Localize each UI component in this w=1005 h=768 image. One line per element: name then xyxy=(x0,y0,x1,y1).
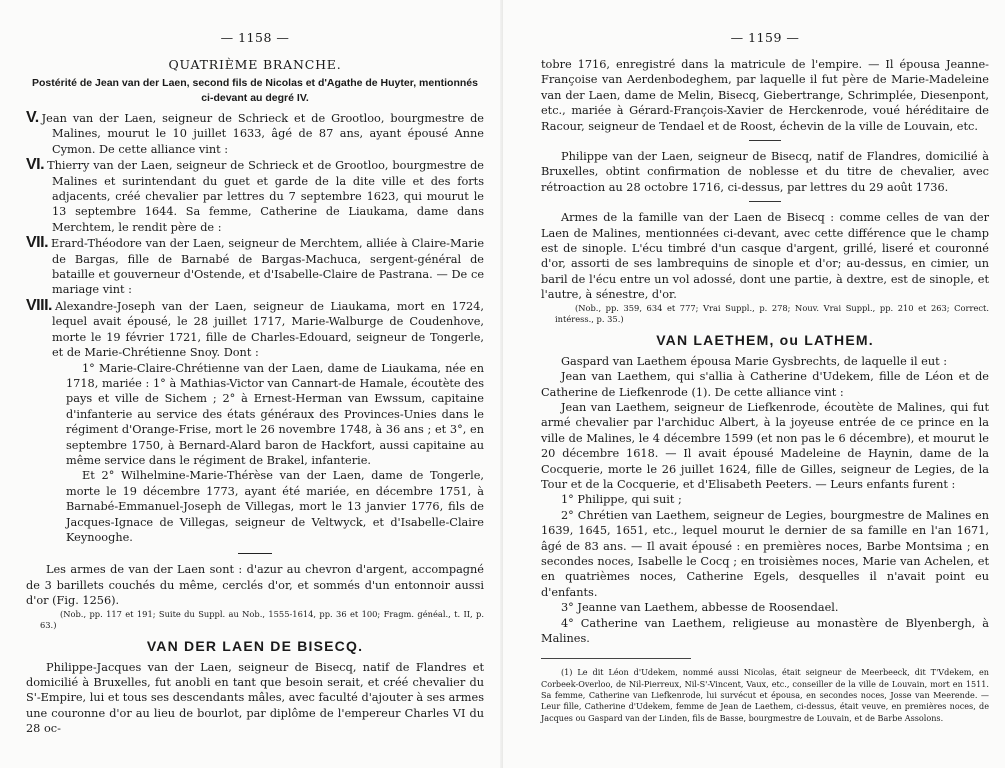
child-entry: 4° Catherine van Laethem, religieuse au monastère de Blyenbergh, à Malines. xyxy=(541,616,989,645)
child-entry: 1° Philippe, qui suit ; xyxy=(561,493,682,507)
genealogy-paragraph: Jean van Laethem, qui s'allia à Catherine d'Udekem, fille de Léon et de Catherine de Liefkenrode (1). De cette alliance vint : xyxy=(541,370,989,399)
degree-entry xyxy=(26,235,484,298)
page-number: — 1158 — xyxy=(220,30,290,45)
degree-numeral: VII. xyxy=(26,234,49,252)
child-entry: 3° Jeanne van Laethem, abbesse de Roosendael. xyxy=(561,601,839,615)
divider xyxy=(238,553,272,554)
degree-numeral: V. xyxy=(26,109,39,126)
left-page xyxy=(0,0,502,768)
degree-text: Erard-Théodore van der Laen, seigneur de Merchtem, alliée à Claire-Marie de Bargas, fille de Barnabé de Bargas-Machuca, sergent-général de bataille et gouverneur d'Ostende, et d'Isabelle-Claire de Pastrana. — De ce mariage vint : xyxy=(51,237,484,297)
arms-references: (Nob., pp. 117 et 191; Suite du Suppl. au Nob., 1555-1614, pp. 36 et 100; Fragm. généal., t. II, p. 63.) xyxy=(40,608,484,631)
child-entry: Et 2° Wilhelmine-Marie-Thérèse van der Laen, dame de Tongerle, morte le 19 décembre 1773, ayant été mariée, en décembre 1751, à Barnabé-Emmanuel-Joseph de Villegas, mort le 13 janvier 1776, fils de Jacques-Ignace de Villegas, seigneur de Veltwyck, et d'Isabelle-Claire Keynooghe. xyxy=(66,469,484,544)
divider xyxy=(749,201,781,202)
footnote-rule xyxy=(541,658,691,659)
page-number: — 1159 — xyxy=(730,30,800,45)
genealogy-paragraph: Jean van Laethem, seigneur de Liefkenrode, écoutète de Malines, qui fut armé chevalier par l'archiduc Albert, à la joyeuse entrée de ce prince en la ville de Malines, le 4 décembre 1599 (et non pas le 6 décembre), et mourut le 20 décembre 1618. — Il avait épousé Madeleine de Haynin, dame de la Cocquerie, morte le 26 juillet 1624, fille de Gilles, seigneur de Legies, de la Tour et de la Cocquerie, et d'Elisabeth Peeters. — Leurs enfants furent : xyxy=(541,400,989,491)
family-heading: VAN DER LAEN DE BISECQ. xyxy=(146,637,364,654)
child-entry: 2° Chrétien van Laethem, seigneur de Legies, bourgmestre de Malines en 1639, 1645, 1651, etc., lequel mourut le dernier de sa famille en l'an 1671, âgé de 83 ans. — Il avait épousé : en premières noces, Barbe Montsima ; en secondes noces, Isabelle le Cocq ; en troisièmes noces, Marie van Achelen, et en quatrièmes noces, Catherine Egels, desquelles il n'avait point eu d'enfants. xyxy=(541,508,989,599)
degree-text: Thierry van der Laen, seigneur de Schrieck et de Grootloo, bourgmestre de Malines et surintendant du guet et garde de la dite ville et des forts adjacents, créé chevalier par lettres du 7 septembre 1623, qui mourut le 13 septembre 1644. Sa femme, Catherine de Liaukama, dame dans Merchtem, le rendit père de : xyxy=(47,159,484,234)
degree-text: Alexandre-Joseph van der Laen, seigneur de Liaukama, mort en 1724, lequel avait épousé, le 28 juillet 1717, Marie-Walburge de Coudenhove, morte le 19 février 1721, fille de Charles-Edouard, seigneur de Tongerle, et de Marie-Chrétienne Snoy. Dont : xyxy=(52,299,484,360)
arms-references: (Nob., pp. 359, 634 et 777; Vrai Suppl., p. 278; Nouv. Vrai Suppl., pp. 210 et 263; Correct. intéress., p. 35.) xyxy=(555,302,989,325)
section-subtitle: Postérité de Jean van der Laen, second fils de Nicolas et d'Agathe de Huyter, mentionnés ci-devant au degré IV. xyxy=(32,77,478,104)
right-page xyxy=(503,0,1005,768)
bisecq-paragraph: Philippe-Jacques van der Laen, seigneur de Bisecq, natif de Flandres et domicilié à Bruxelles, fut anobli en tant que besoin serait, et créé chevalier du S'-Empire, lui et tous ses descendants mâles, avec faculté d'ajouter à ses armes une couronne d'or au lieu de bourlot, par diplôme de l'empereur Charles VI du 28 oc- xyxy=(26,660,484,736)
degree-numeral: VIII. xyxy=(26,296,52,314)
philippe-paragraph: Philippe van der Laen, seigneur de Bisecq, natif de Flandres, domicilié à Bruxelles, obtint confirmation de noblesse et du titre de chevalier, avec rétroaction au 28 octobre 1716, ci-dessus, par lettres du 29 août 1736. xyxy=(541,150,989,194)
degree-entry xyxy=(26,298,484,361)
section-title: QUATRIÈME BRANCHE. xyxy=(168,57,342,72)
intro-paragraph: Gaspard van Laethem épousa Marie Gysbrechts, de laquelle il eut : xyxy=(561,354,948,368)
continuation-paragraph: tobre 1716, enregistré dans la matricule de l'empire. — Il épousa Jeanne-Françoise van Aerdenbodeghem, par laquelle il fut père de Marie-Madeleine van der Laen, dame de Melin, Bisecq, Giebertrange, Schrimplée, Diesenpont, etc., mariée à Gérard-François-Xavier de Herckenrode, voué héréditaire de Racour, seigneur de Tendael et de Roost, échevin de la ville de Louvain, etc. xyxy=(541,58,989,133)
degree-numeral: VI. xyxy=(26,156,45,174)
degree-entry xyxy=(26,157,484,235)
arms-description: Armes de la famille van der Laen de Bisecq : comme celles de van der Laen de Malines, mentionnées ci-devant, avec cette différence que le champ est de sinople. L'écu timbré d'un casque d'argent, grillé, liseré et couronné d'or, assorti de ses lambrequins de sinople et d'or; au-dessus, en cimier, un baril de l'écu entre un vol adossé, dont une partie, à dextre, est de sinople, et l'autre, à sénestre, d'or. xyxy=(541,211,989,302)
degree-text: Jean van der Laen, seigneur de Schrieck et de Grootloo, bourgmestre de Malines, mourut le 10 juillet 1633, âgé de 87 ans, ayant épousé Anne Cymon. De cette alliance vint : xyxy=(41,112,484,156)
arms-description: Les armes de van der Laen sont : d'azur au chevron d'argent, accompagné de 3 barillets couchés du même, cerclés d'or, et sommés d'un entonnoir aussi d'or (Fig. 1256). xyxy=(26,563,484,608)
family-heading: VAN LAETHEM, ou LATHEM. xyxy=(656,331,874,348)
divider xyxy=(749,140,781,141)
footnote: (1) Le dit Léon d'Udekem, nommé aussi Nicolas, était seigneur de Meerbeeck, dit T'Vdekem, en Corbeek-Overloo, de Nil-Pierreux, Nil-S'-Vincent, Vaux, etc., conseiller de la ville de Louvain, mort en 1511. Sa femme, Catherine van Liefkenrode, lui survécut et épousa, en secondes noces, Josse van Meerende. — Leur fille, Catherine d'Udekem, femme de Jean de Laethem, ci-dessus, était veuve, en premières noces, de Jacques ou Gaspard van der Linden, fils de Basse, bourgmestre de Louvain, et de Barbe Assolons. xyxy=(541,667,989,723)
degree-entry xyxy=(26,110,484,157)
child-entry: 1° Marie-Claire-Chrétienne van der Laen, dame de Liaukama, née en 1718, mariée : 1° à Mathias-Victor van Cannart-de Hamale, écoutète des pays et ville de Sichem ; 2° à Ernest-Herman van Ewssum, capitaine d'infanterie au service des états généraux des Provinces-Unies dans le régiment d'Orange-Frise, mort le 26 novembre 1748, à 36 ans ; et 3°, en septembre 1750, à Bernard-Alard baron de Hackfort, aussi capitaine au même service dans le régiment de Brakel, infanterie. xyxy=(66,361,484,467)
